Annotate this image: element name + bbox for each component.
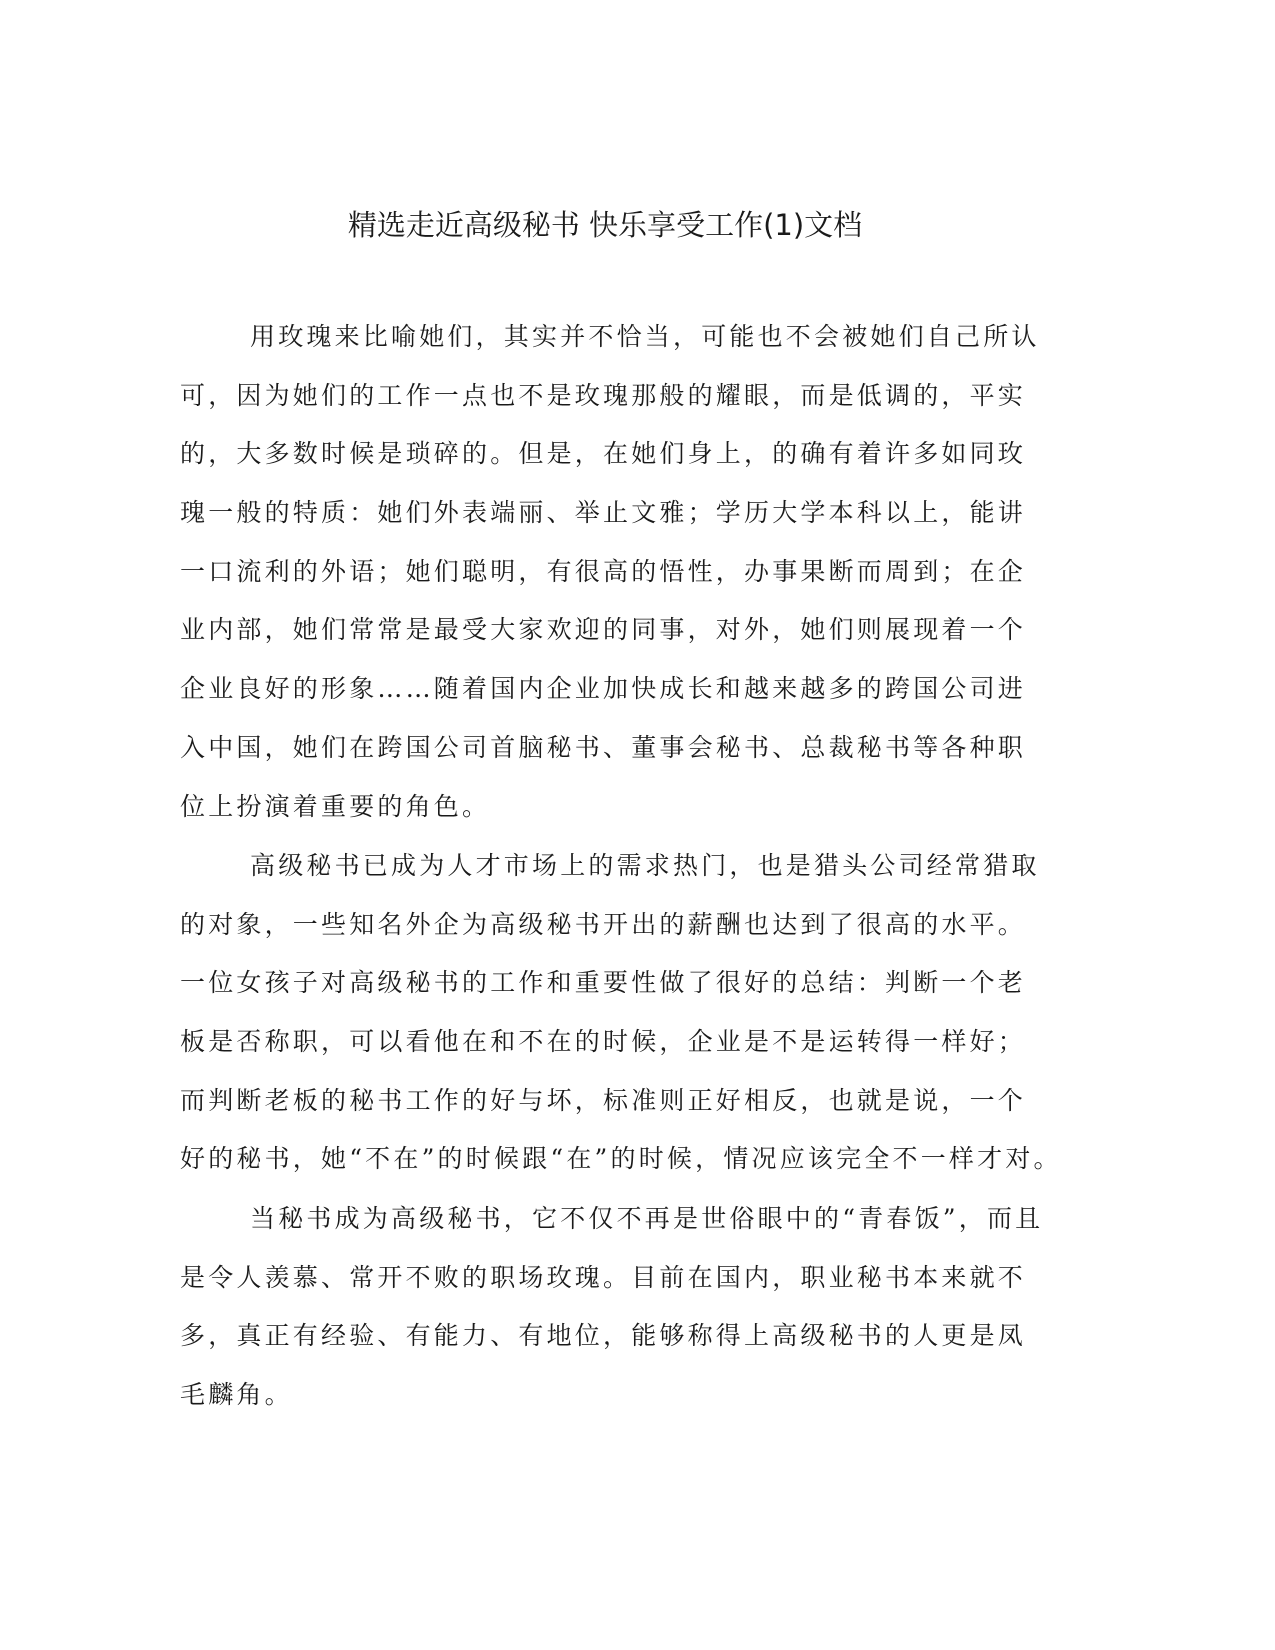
text-line: 当秘书成为高级秘书，它不仅不再是世俗眼中的“青春饭”，而且 — [250, 1204, 1044, 1233]
text-line: 企业良好的形象……随着国内企业加快成长和越来越多的跨国公司进 — [180, 674, 1027, 704]
text-line: 多，真正有经验、有能力、有地位，能够称得上高级秘书的人更是凤 — [180, 1321, 1027, 1351]
text-line: 一口流利的外语；她们聪明，有很高的悟性，办事果断而周到；在企 — [180, 556, 1027, 586]
text-line: 是令人羡慕、常开不败的职场玫瑰。目前在国内，职业秘书本来就不 — [180, 1262, 1027, 1292]
text-line: 而判断老板的秘书工作的好与坏，标准则正好相反，也就是说，一个 — [180, 1085, 1027, 1115]
text-line: 高级秘书已成为人才市场上的需求热门，也是猎头公司经常猎取 — [250, 851, 1040, 880]
text-line: 板是否称职，可以看他在和不在的时候，企业是不是运转得一样好； — [180, 1027, 1027, 1057]
text-line: 好的秘书，她“不在”的时候跟“在”的时候，情况应该完全不一样才对。 — [180, 1144, 1062, 1174]
paragraph-3 — [180, 1190, 1044, 1425]
text-line: 用玫瑰来比喻她们，其实并不恰当，可能也不会被她们自己所认 — [250, 322, 1040, 351]
text-line: 的对象，一些知名外企为高级秘书开出的薪酬也达到了很高的水平。 — [180, 909, 1027, 939]
text-line: 可，因为她们的工作一点也不是玫瑰那般的耀眼，而是低调的，平实 — [180, 380, 1027, 410]
paragraph-1 — [180, 308, 1040, 836]
text-line: 位上扮演着重要的角色。 — [180, 791, 491, 821]
paragraph-2 — [180, 837, 1062, 1189]
text-line: 毛麟角。 — [180, 1380, 293, 1410]
document-title: 精选走近高级秘书 快乐享受工作(1)文档 — [347, 208, 863, 242]
text-line: 的，大多数时候是琐碎的。但是，在她们身上，的确有着许多如同玫 — [180, 439, 1027, 469]
text-line: 瑰一般的特质：她们外表端丽、举止文雅；学历大学本科以上，能讲 — [180, 498, 1027, 528]
text-line: 一位女孩子对高级秘书的工作和重要性做了很好的总结：判断一个老 — [180, 968, 1027, 998]
text-line: 业内部，她们常常是最受大家欢迎的同事，对外，她们则展现着一个 — [180, 615, 1027, 645]
text-line: 入中国，她们在跨国公司首脑秘书、董事会秘书、总裁秘书等各种职 — [180, 732, 1027, 762]
